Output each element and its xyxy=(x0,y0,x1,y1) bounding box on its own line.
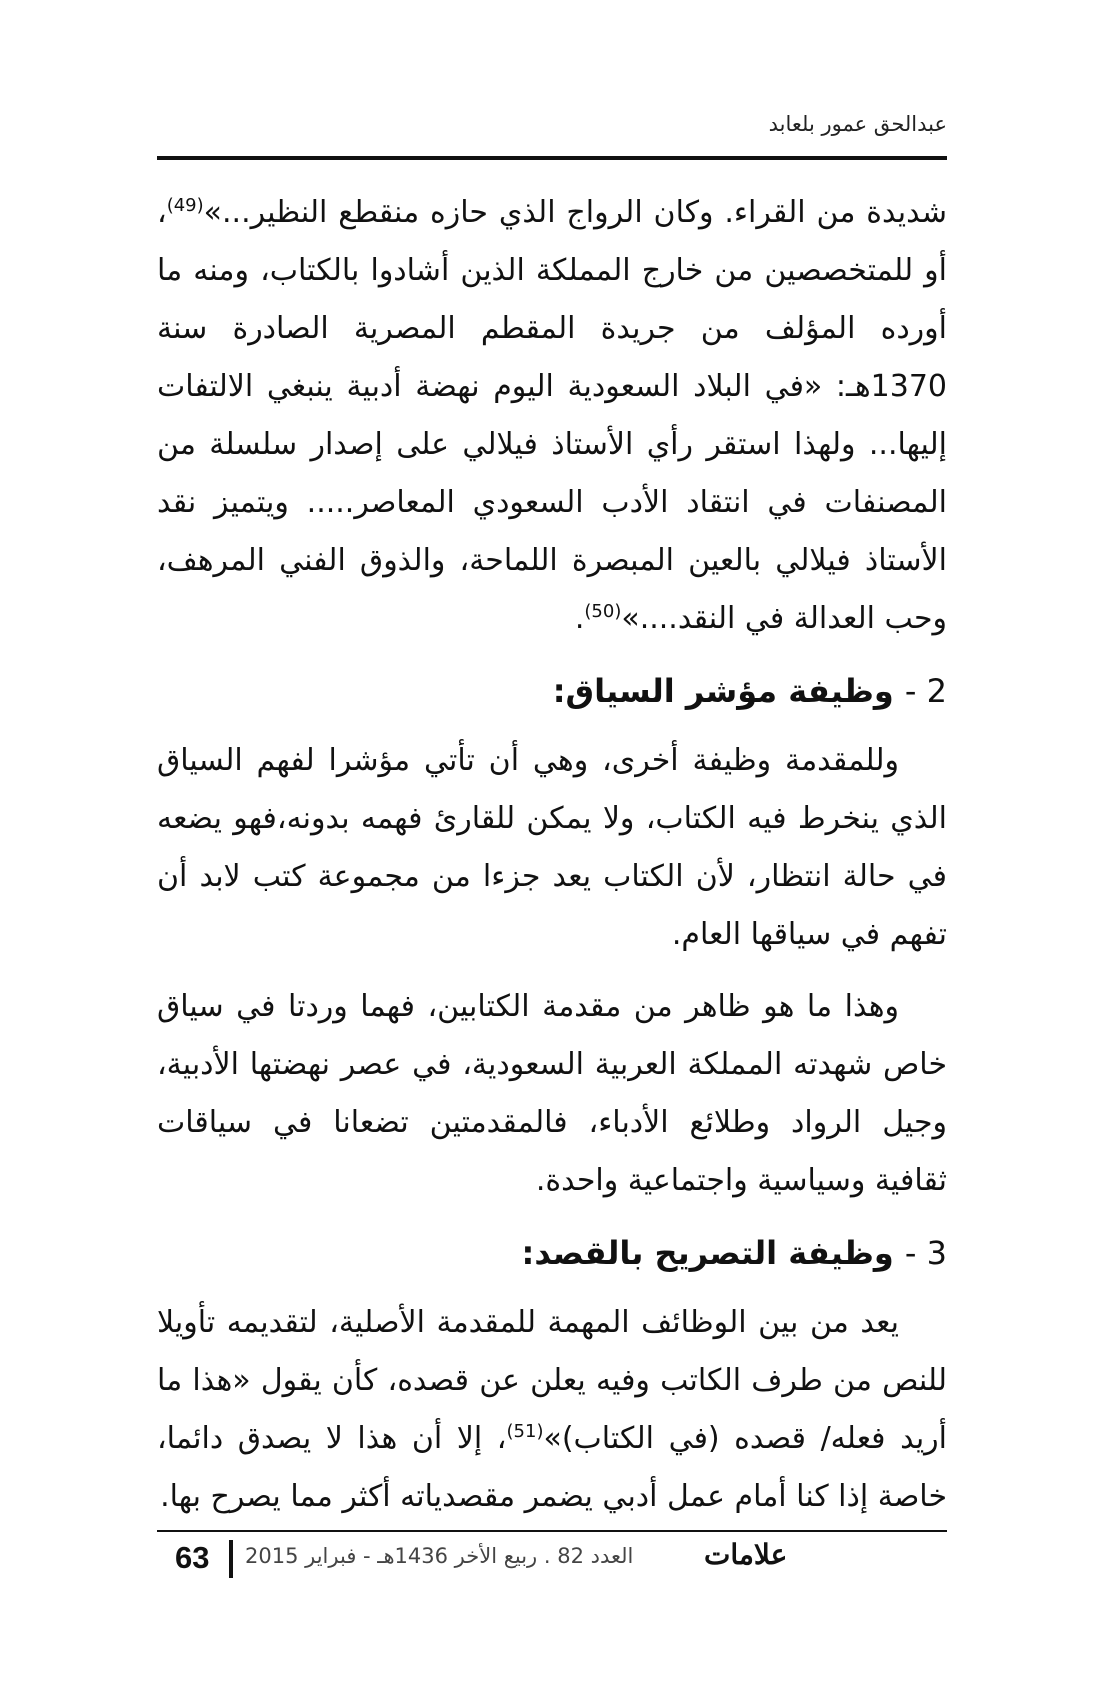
paragraph-1-continuation: ، أو للمتخصصين من خارج المملكة الذين أشادوا بالكتاب، ومنه ما أورده المؤلف من جريدة المقطم المصرية الصادرة سنة 1370هـ: «في البلاد السعودية اليوم نهضة أدبية ينبغي الالتفات إليها... ولهذا استقر رأي الأستاذ فيلالي على إصدار سلسلة من المصنفات في انتقاد الأدب السعودي المعاصر..... ويتميز نقد الأستاذ فيلالي بالعين المبصرة اللماحة، والذوق الفني المرهف، وحب العدالة في النقد....» xyxy=(157,195,947,636)
footnote-ref-51: (51) xyxy=(506,1421,544,1442)
paragraph-1 xyxy=(157,184,947,648)
paragraph-2: وللمقدمة وظيفة أخرى، وهي أن تأتي مؤشرا لفهم السياق الذي ينخرط فيه الكتاب، ولا يمكن للقارئ فهمه بدونه،فهو يضعه في حالة انتظار، لأن الكتاب يعد جزءا من مجموعة كتب لابد أن تفهم في سياقها العام. xyxy=(157,743,947,952)
paragraph-1-tail: . xyxy=(574,601,585,636)
page-footer xyxy=(157,1540,947,1580)
paragraph-3: وهذا ما هو ظاهر من مقدمة الكتابين، فهما وردتا في سياق خاص شهدته المملكة العربية السعودية، في عصر نهضتها الأدبية، وجيل الرواد وطلائع الأدباء، فالمقدمتين تضعانا في سياقات ثقافية وسياسية واجتماعية واحدة. xyxy=(157,989,947,1198)
paragraph-1-text: شديدة من القراء. وكان الرواج الذي حازه منقطع النظير...» xyxy=(203,195,947,230)
running-head-author: عبدالحق عمور بلعابد xyxy=(768,112,947,136)
footer-divider xyxy=(229,1540,233,1578)
section-title-3: وظيفة التصريح بالقصد: xyxy=(521,1234,894,1272)
header-rule xyxy=(157,156,947,160)
paragraph-4 xyxy=(157,1294,947,1526)
section-heading-2 xyxy=(157,662,947,720)
footnote-ref-49: (49) xyxy=(166,195,204,216)
article-body xyxy=(157,184,947,1540)
section-number-2: 2 - xyxy=(904,672,947,710)
footnote-ref-50: (50) xyxy=(584,601,622,622)
issue-info: العدد 82 . ربيع الأخر 1436هـ - فبراير 2015 xyxy=(245,1544,634,1568)
section-title-2: وظيفة مؤشر السياق: xyxy=(552,672,894,710)
page-number: 63 xyxy=(175,1540,210,1575)
footer-rule xyxy=(157,1530,947,1532)
paragraph-4-continuation: ، إلا أن هذا لا يصدق دائما، خاصة إذا كنا أمام عمل أدبي يضمر مقصدياته أكثر مما يصرح بها. xyxy=(157,1421,947,1514)
journal-logo: علامات xyxy=(704,1538,788,1571)
section-number-3: 3 - xyxy=(904,1234,947,1272)
section-heading-3 xyxy=(157,1224,947,1282)
paragraph-4-text: يعد من بين الوظائف المهمة للمقدمة الأصلية، لتقديمه تأويلا للنص من طرف الكاتب وفيه يعلن عن قصده، كأن يقول «هذا ما أريد فعله/ قصده (في الكتاب)» xyxy=(157,1305,947,1456)
